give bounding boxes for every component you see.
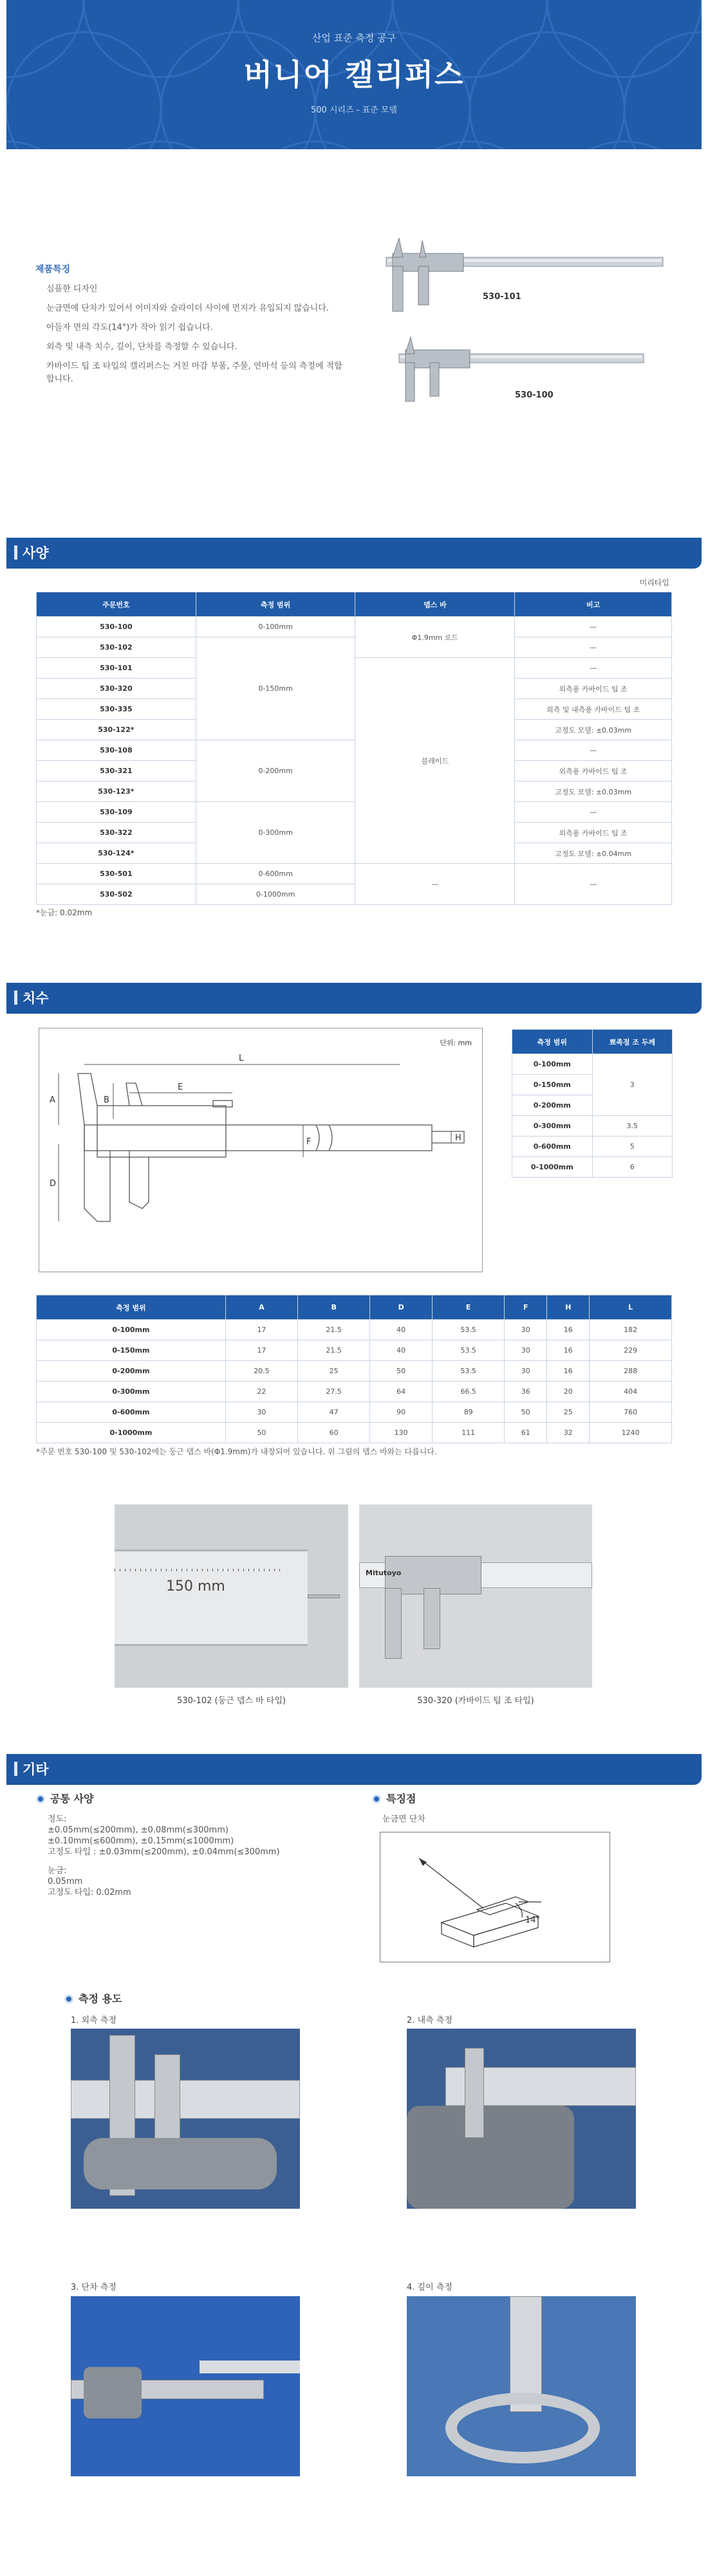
cell-note: — xyxy=(515,617,672,637)
dim-header: 측정 범위 xyxy=(37,1295,226,1320)
cell-value: 50 xyxy=(225,1423,297,1443)
features-title: 제품특징 xyxy=(35,264,71,275)
cell-code: 530-124* xyxy=(37,843,196,864)
table-row xyxy=(512,1054,673,1075)
cell-value: 40 xyxy=(370,1340,433,1361)
cell-value: 66.5 xyxy=(433,1382,505,1402)
usage-caption: 1. 외측 측정 xyxy=(71,2016,116,2025)
cell-range: 0-1000mm xyxy=(512,1157,593,1178)
table-row xyxy=(37,802,672,823)
graduation-label: 눈금: xyxy=(48,1866,67,1876)
feature-item: 외측 및 내측 치수, 깊이, 단차를 측정할 수 있습니다. xyxy=(46,342,238,352)
cell-code: 530-321 xyxy=(37,761,196,781)
usage-caption: 2. 내측 측정 xyxy=(407,2016,452,2025)
cell-value: 40 xyxy=(370,1320,433,1340)
cell-value: 6 xyxy=(592,1157,672,1178)
usage-title: 측정 용도 xyxy=(64,1991,122,2005)
common-spec-title: 공통 사양 xyxy=(36,1791,93,1805)
unit-label: 단위: mm xyxy=(440,1039,472,1047)
product-label-530-100: 530-100 xyxy=(515,390,554,400)
feature-item: 눈금면에 단차가 있어서 어미자와 슬라이더 사이에 먼지가 유입되지 않습니다. xyxy=(46,304,330,313)
table-row xyxy=(512,1157,673,1178)
cell-value: 22 xyxy=(225,1382,297,1402)
cell-note: — xyxy=(515,864,672,905)
hero-banner xyxy=(6,0,702,149)
feature-item: 카바이드 팁 조 타입의 캘리퍼스는 거친 마감 부품, 주물, 연마석 등의 측정에 적합합니다. xyxy=(46,361,342,384)
hero-subtitle: 500 시리즈 - 표준 모델 xyxy=(311,105,397,115)
cell-value: 3 xyxy=(592,1054,672,1116)
table-row xyxy=(37,1320,672,1340)
cell-range: 0-100mm xyxy=(196,617,355,637)
cell-value: 130 xyxy=(370,1423,433,1443)
table-row xyxy=(512,1137,673,1157)
cell-value: 20.5 xyxy=(225,1361,297,1382)
cell-code: 530-335 xyxy=(37,699,196,720)
table-row xyxy=(37,1423,672,1443)
cell-value: 21.5 xyxy=(298,1320,370,1340)
dim-header: B xyxy=(298,1295,370,1320)
cell-note: 고정도 모델: ±0.03mm xyxy=(515,781,672,802)
cell-range: 0-150mm xyxy=(37,1340,226,1361)
cell-value: 25 xyxy=(547,1402,590,1423)
photo-530-102 xyxy=(115,1504,348,1688)
cell-range: 0-150mm xyxy=(196,637,355,740)
feature-item: 아들자 면의 각도(14°)가 작아 읽기 쉽습니다. xyxy=(46,323,213,333)
table-row xyxy=(37,1340,672,1361)
usage-caption: 4. 깊이 측정 xyxy=(407,2283,452,2292)
dim-header: D xyxy=(370,1295,433,1320)
cell-value: 760 xyxy=(590,1402,672,1423)
cell-value: 50 xyxy=(370,1361,433,1382)
section-title-other: 기타 xyxy=(14,1754,49,1785)
angle-label: 14° xyxy=(525,1915,541,1925)
cell-range: 0-600mm xyxy=(37,1402,226,1423)
cell-value: 32 xyxy=(547,1423,590,1443)
dim-label-A: A xyxy=(50,1095,55,1105)
spec-header: 비고 xyxy=(515,592,672,617)
feature-point-sub: 눈금면 단차 xyxy=(382,1814,425,1824)
cell-value: 50 xyxy=(505,1402,547,1423)
accuracy-label: 정도: xyxy=(48,1814,67,1824)
cell-code: 530-322 xyxy=(37,823,196,843)
cell-value: 3.5 xyxy=(592,1116,672,1137)
caliper-drawing xyxy=(39,1028,482,1272)
cell-value: 61 xyxy=(505,1423,547,1443)
cell-value: 25 xyxy=(298,1361,370,1382)
spec-table xyxy=(36,592,672,905)
dimension-footnote: *주문 번호 530-100 및 530-102에는 둥근 뎁스 바(Φ1.9mm)가 내장되어 있습니다. 위 그림의 뎁스 바와는 다릅니다. xyxy=(36,1447,437,1456)
cell-value: 16 xyxy=(547,1340,590,1361)
cell-note: 외측용 카바이드 팁 조 xyxy=(515,679,672,699)
cell-value: 53.5 xyxy=(433,1340,505,1361)
cell-value: 30 xyxy=(505,1340,547,1361)
product-label-530-101: 530-101 xyxy=(483,292,521,302)
cell-note: 외측용 카바이드 팁 조 xyxy=(515,823,672,843)
dimension-diagram xyxy=(39,1028,483,1272)
graduation-line: 고정도 타입: 0.02mm xyxy=(48,1888,131,1897)
cell-range: 0-150mm xyxy=(512,1075,593,1095)
table-row xyxy=(37,637,672,658)
cell-value: 53.5 xyxy=(433,1320,505,1340)
table-row xyxy=(37,1402,672,1423)
usage-caption: 3. 단차 측정 xyxy=(71,2283,116,2292)
thickness-header: 측정 범위 xyxy=(512,1030,593,1054)
spec-header: 주문번호 xyxy=(37,592,196,617)
photo-scale-text: 150 mm xyxy=(166,1578,225,1594)
cell-value: 64 xyxy=(370,1382,433,1402)
cell-value: 17 xyxy=(225,1340,297,1361)
common-spec-body xyxy=(48,1814,344,1898)
angle-diagram xyxy=(380,1832,610,1962)
section-title-dimensions: 치수 xyxy=(14,983,49,1014)
cell-range: 0-200mm xyxy=(512,1095,593,1116)
cell-code: 530-108 xyxy=(37,740,196,761)
hero-kicker: 산업 표준 측정 공구 xyxy=(312,32,396,44)
step-angle-drawing xyxy=(380,1832,610,1962)
photo-usage-inside xyxy=(407,2029,636,2209)
dim-label-H: H xyxy=(455,1133,461,1143)
cell-note: — xyxy=(515,740,672,761)
cell-value: 16 xyxy=(547,1361,590,1382)
cell-value: 30 xyxy=(505,1320,547,1340)
bullet-icon xyxy=(372,1795,381,1804)
dim-header: E xyxy=(433,1295,505,1320)
dim-label-F: F xyxy=(306,1137,312,1147)
bullet-icon xyxy=(36,1795,45,1804)
cell-range: 0-300mm xyxy=(37,1382,226,1402)
table-row xyxy=(37,617,672,637)
cell-value: 20 xyxy=(547,1382,590,1402)
dim-label-B: B xyxy=(104,1095,109,1105)
cell-value: 90 xyxy=(370,1402,433,1423)
thickness-table xyxy=(512,1029,673,1178)
cell-value: 17 xyxy=(225,1320,297,1340)
cell-value: 16 xyxy=(547,1320,590,1340)
table-row xyxy=(37,740,672,761)
cell-code: 530-109 xyxy=(37,802,196,823)
feature-item: 심플한 디자인 xyxy=(46,284,98,294)
dim-header: F xyxy=(505,1295,547,1320)
cell-value: 404 xyxy=(590,1382,672,1402)
cell-value: 21.5 xyxy=(298,1340,370,1361)
cell-range: 0-300mm xyxy=(196,802,355,864)
feature-point-title: 특징점 xyxy=(372,1791,416,1805)
cell-range: 0-200mm xyxy=(37,1361,226,1382)
product-image-calipers xyxy=(380,238,676,405)
photo-caption: 530-102 (둥근 뎁스 바 타입) xyxy=(177,1696,286,1706)
cell-note: 고정도 모델: ±0.04mm xyxy=(515,843,672,864)
cell-code: 530-502 xyxy=(37,884,196,905)
page-title: 버니어 캘리퍼스 xyxy=(243,57,465,92)
photo-usage-step xyxy=(71,2296,300,2476)
cell-value: 53.5 xyxy=(433,1361,505,1382)
table-row xyxy=(37,864,672,884)
cell-range: 0-200mm xyxy=(196,740,355,802)
cell-value: 288 xyxy=(590,1361,672,1382)
cell-range: 0-600mm xyxy=(196,864,355,884)
accuracy-line: ±0.10mm(≤600mm), ±0.15mm(≤1000mm) xyxy=(48,1836,234,1846)
photo-530-320: Mitutoyo xyxy=(359,1504,592,1688)
section-bar-other xyxy=(6,1754,702,1785)
spec-header: 측정 범위 xyxy=(196,592,355,617)
accuracy-line: ±0.05mm(≤200mm), ±0.08mm(≤300mm) xyxy=(48,1825,228,1835)
cell-depth: 블레이드 xyxy=(355,658,515,864)
features-list xyxy=(46,283,342,392)
cell-value: 89 xyxy=(433,1402,505,1423)
dim-label-D: D xyxy=(50,1179,57,1189)
cell-code: 530-101 xyxy=(37,658,196,679)
cell-note: — xyxy=(515,802,672,823)
table-row xyxy=(37,1361,672,1382)
bullet-icon xyxy=(64,1995,73,2004)
cell-range: 0-1000mm xyxy=(37,1423,226,1443)
cell-code: 530-320 xyxy=(37,679,196,699)
dim-header: H xyxy=(547,1295,590,1320)
cell-value: 1240 xyxy=(590,1423,672,1443)
cell-range: 0-300mm xyxy=(512,1116,593,1137)
cell-value: 111 xyxy=(433,1423,505,1443)
cell-value: 27.5 xyxy=(298,1382,370,1402)
section-title-spec: 사양 xyxy=(14,538,49,569)
cell-value: 182 xyxy=(590,1320,672,1340)
cell-range: 0-600mm xyxy=(512,1137,593,1157)
unit-note: 미리타입 xyxy=(639,578,669,587)
cell-depth: — xyxy=(355,864,515,905)
cell-value: 30 xyxy=(225,1402,297,1423)
cell-note: — xyxy=(515,637,672,658)
dim-header: L xyxy=(590,1295,672,1320)
graduation-line: 0.05mm xyxy=(48,1877,83,1886)
spec-footnote: *눈금: 0.02mm xyxy=(36,908,93,917)
cell-code: 530-100 xyxy=(37,617,196,637)
cell-depth: Φ1.9mm 로드 xyxy=(355,617,515,658)
cell-note: 고정도 모델: ±0.03mm xyxy=(515,720,672,740)
cell-value: 47 xyxy=(298,1402,370,1423)
dim-header: A xyxy=(225,1295,297,1320)
cell-value: 60 xyxy=(298,1423,370,1443)
cell-code: 530-102 xyxy=(37,637,196,658)
cell-note: — xyxy=(515,658,672,679)
thickness-header: 뾰족점 조 두께 xyxy=(592,1030,672,1054)
cell-code: 530-122* xyxy=(37,720,196,740)
section-bar-dimensions xyxy=(6,983,702,1014)
cell-value: 36 xyxy=(505,1382,547,1402)
dim-label-E: E xyxy=(178,1082,183,1092)
cell-range: 0-100mm xyxy=(512,1054,593,1075)
accuracy-line: 고정도 타입 : ±0.03mm(≤200mm), ±0.04mm(≤300mm) xyxy=(48,1847,280,1857)
photo-usage-outside xyxy=(71,2029,300,2209)
cell-value: 30 xyxy=(505,1361,547,1382)
cell-value: 5 xyxy=(592,1137,672,1157)
spec-header: 뎁스 바 xyxy=(355,592,515,617)
dimension-table xyxy=(36,1295,672,1443)
photo-usage-depth xyxy=(407,2296,636,2476)
cell-range: 0-1000mm xyxy=(196,884,355,905)
table-row xyxy=(512,1116,673,1137)
cell-code: 530-501 xyxy=(37,864,196,884)
cell-value: 229 xyxy=(590,1340,672,1361)
photo-caption: 530-320 (카바이드 팁 조 타입) xyxy=(417,1696,534,1706)
cell-note: 외측 및 내측용 카바이드 팁 조 xyxy=(515,699,672,720)
dim-label-L: L xyxy=(239,1054,244,1063)
cell-code: 530-123* xyxy=(37,781,196,802)
cell-range: 0-100mm xyxy=(37,1320,226,1340)
section-bar-spec xyxy=(6,538,702,569)
table-row xyxy=(37,1382,672,1402)
cell-note: 외측용 카바이드 팁 조 xyxy=(515,761,672,781)
